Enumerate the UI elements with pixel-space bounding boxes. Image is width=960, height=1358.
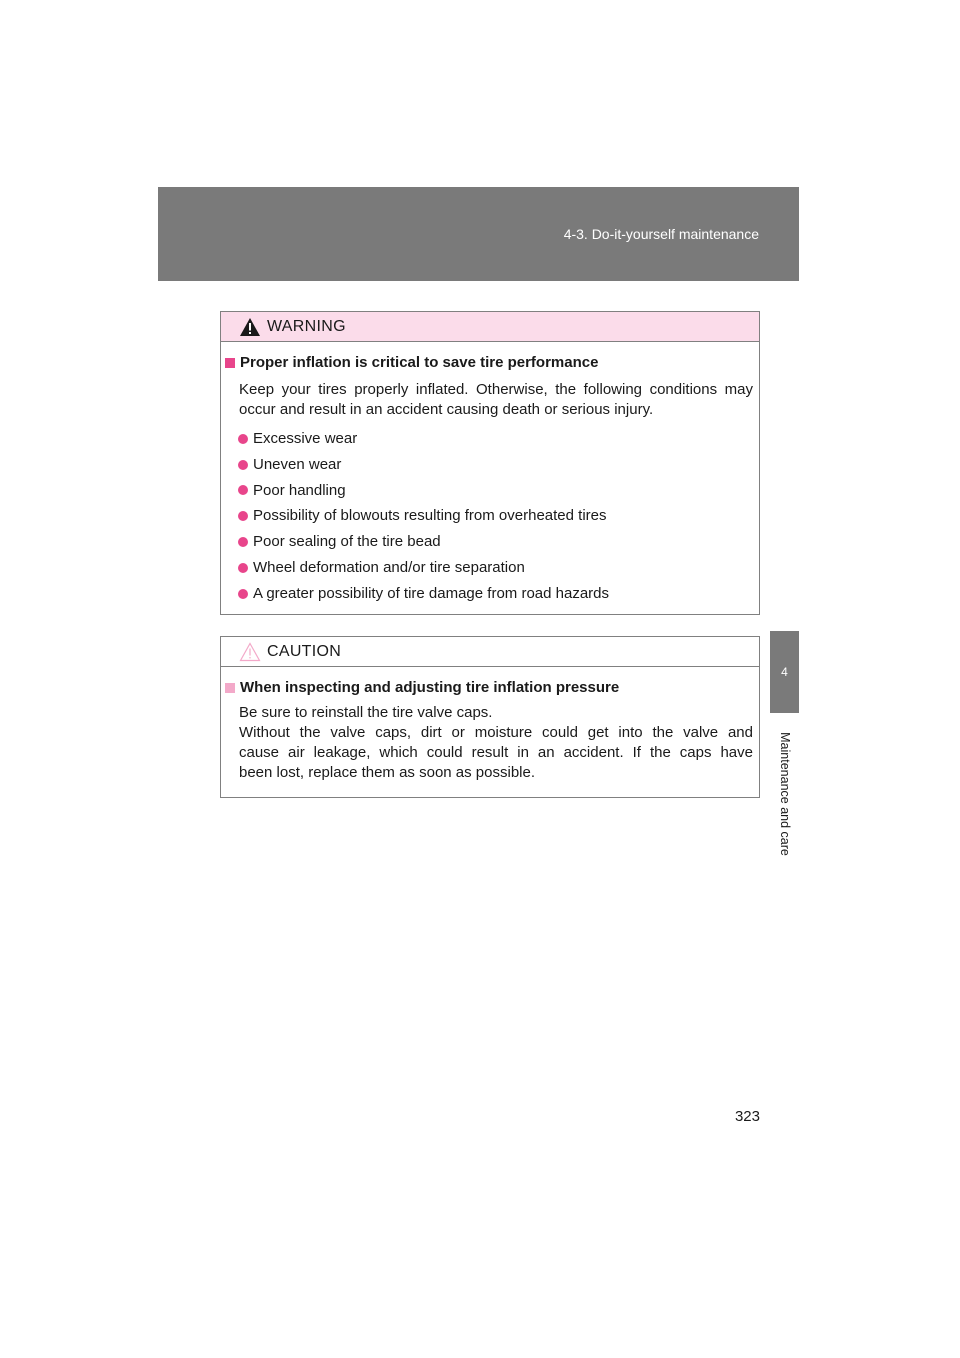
chapter-tab xyxy=(770,631,799,713)
list-item xyxy=(238,452,759,478)
chapter-label-container xyxy=(768,719,801,869)
caution-title: CAUTION xyxy=(267,642,342,660)
caution-subhead-text: When inspecting and adjusting tire inflation pressure xyxy=(240,679,620,696)
warning-subhead-text: Proper inflation is critical to save tire performance xyxy=(240,354,599,371)
page-number: 323 xyxy=(734,1108,760,1125)
list-item-text: Excessive wear xyxy=(253,430,358,447)
warning-title: WARNING xyxy=(267,317,346,335)
list-item xyxy=(238,478,759,504)
warning-intro: Keep your tires properly inflated. Otherwise, the following conditions may occur and result in an accident causing death or serious injury. xyxy=(239,381,753,418)
warning-list xyxy=(221,426,759,607)
list-item-text: Uneven wear xyxy=(253,455,342,473)
round-bullet-icon xyxy=(238,511,248,521)
warning-subhead xyxy=(225,354,759,371)
round-bullet-icon xyxy=(238,485,248,495)
caution-header xyxy=(221,637,759,667)
caution-box xyxy=(220,636,760,798)
section-title: 4-3. Do-it-yourself maintenance xyxy=(563,226,759,242)
list-item-text: A greater possibility of tire damage from road hazards xyxy=(253,584,610,602)
header-band xyxy=(158,187,799,281)
list-item-text: Wheel deformation and/or tire separation xyxy=(253,558,525,576)
caution-text xyxy=(239,703,753,783)
round-bullet-icon xyxy=(238,589,248,599)
caution-subhead xyxy=(225,679,759,696)
round-bullet-icon xyxy=(238,460,248,470)
warning-triangle-filled-icon xyxy=(239,317,263,337)
caution-line: Without the valve caps, dirt or moisture could get into the valve and xyxy=(239,724,753,741)
chapter-label: Maintenance and care xyxy=(777,732,792,856)
list-item xyxy=(238,426,759,452)
caution-line: cause air leakage, which could result in an accident. If the caps have xyxy=(239,744,753,761)
list-item xyxy=(238,529,759,555)
round-bullet-icon xyxy=(238,537,248,547)
list-item-text: Possibility of blowouts resulting from overheated tires xyxy=(253,507,607,525)
warning-header xyxy=(221,312,759,342)
caution-line: Be sure to reinstall the tire valve caps. xyxy=(239,704,493,721)
caution-line: been lost, replace them as soon as possible. xyxy=(239,764,536,781)
square-bullet-icon xyxy=(225,683,235,693)
list-item-text: Poor handling xyxy=(253,481,346,499)
square-bullet-icon xyxy=(225,358,235,368)
chapter-number: 4 xyxy=(781,665,788,679)
caution-triangle-outline-icon xyxy=(239,642,263,662)
list-item xyxy=(238,581,759,607)
round-bullet-icon xyxy=(238,434,248,444)
list-item xyxy=(238,555,759,581)
round-bullet-icon xyxy=(238,563,248,573)
warning-box xyxy=(220,311,760,615)
list-item xyxy=(238,503,759,529)
list-item-text: Poor sealing of the tire bead xyxy=(253,533,441,551)
